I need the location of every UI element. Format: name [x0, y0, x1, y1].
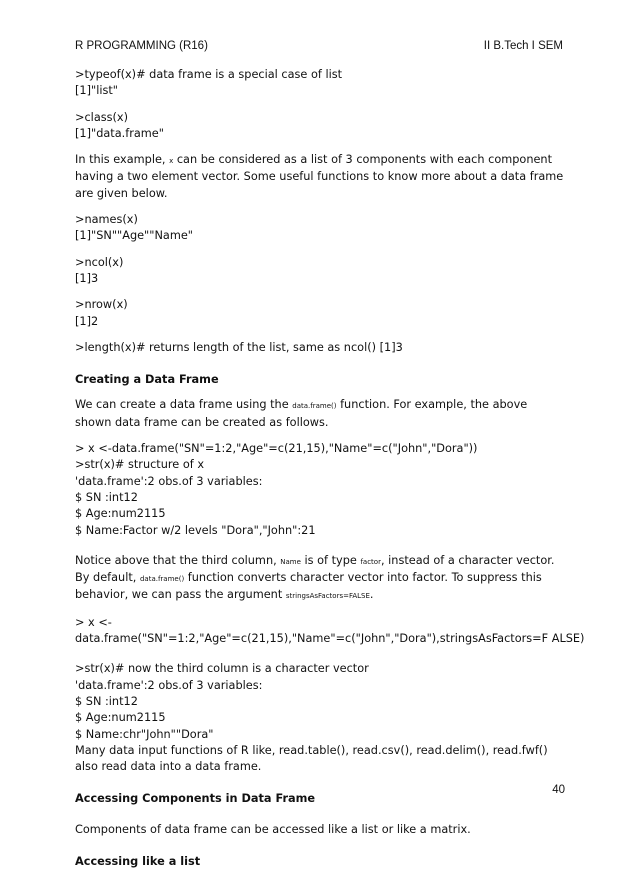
- paragraph-access: Components of data frame can be accessed like a list or like a matrix.: [75, 822, 471, 836]
- text-run: can be considered as a list of 3 components with each component having a two element vector. Some useful functions to know more about a data frame are given below.: [75, 153, 564, 200]
- code-line: $ Name:Factor w/2 levels "Dora","John":21: [75, 523, 316, 537]
- code-line: > x <-data.frame("SN"=1:2,"Age"=c(21,15),"Name"=c("John","Dora")): [75, 442, 478, 456]
- inline-code-factor: factor: [360, 557, 381, 566]
- inline-code-data-frame: data.frame(): [292, 402, 337, 411]
- code-line: $ SN :int12: [75, 694, 138, 708]
- text-run: is of type: [300, 553, 361, 567]
- code-output: [1]"data.frame": [75, 126, 164, 140]
- code-line: >str(x)# structure of x: [75, 458, 205, 472]
- text-run: In this example,: [75, 153, 170, 167]
- inline-code-x: x: [169, 157, 174, 166]
- code-output: [1]"SN""Age""Name": [75, 229, 193, 243]
- text-run: , instead of a character vector. By default,: [75, 553, 555, 585]
- code-block-create: [75, 441, 565, 539]
- header-course-title: R PROGRAMMING (R16): [75, 40, 208, 52]
- text-run: Notice above that the third column,: [75, 553, 281, 567]
- paragraph-create: [75, 397, 565, 431]
- code-output: [1]"list": [75, 84, 118, 98]
- code-line: $ Age:num2115: [75, 507, 166, 521]
- code-nrow: [75, 297, 565, 330]
- code-block-str: [75, 661, 565, 742]
- page-number: 40: [552, 784, 565, 796]
- code-ncol: [75, 255, 565, 288]
- code-output: [1]2: [75, 314, 99, 328]
- code-line: 'data.frame':2 obs.of 3 variables:: [75, 474, 263, 488]
- page-body: [75, 67, 585, 879]
- code-line: $ SN :int12: [75, 490, 138, 504]
- code-line: 'data.frame':2 obs.of 3 variables:: [75, 678, 263, 692]
- text-run: function. For example, the above shown data frame can be created as follows.: [75, 398, 528, 429]
- heading-accessing-like-list: Accessing like a list: [75, 854, 201, 868]
- code-names: [75, 212, 565, 245]
- code-line: $ Name:chr"John""Dora": [75, 727, 214, 741]
- code-class: [75, 110, 565, 143]
- paragraph-data-input: Many data input functions of R like, read.table(), read.csv(), read.delim(), read.fwf() also read data into a data frame.: [75, 743, 548, 774]
- inline-code-strings-as-factors: stringsAsFactors=FALSE: [285, 592, 370, 601]
- code-line: >length(x)# returns length of the list, same as ncol() [1]3: [75, 340, 403, 354]
- code-line: >class(x): [75, 110, 129, 124]
- code-line: >names(x): [75, 213, 138, 227]
- inline-code-name: Name: [280, 557, 301, 566]
- paragraph-notice: [75, 553, 565, 605]
- text-run: .: [369, 588, 374, 602]
- text-run: We can create a data frame using the: [75, 398, 293, 412]
- code-line: >nrow(x): [75, 298, 128, 312]
- inline-code-data-frame: data.frame(): [139, 575, 185, 584]
- text-run: function converts character vector into factor. To suppress this behavior, we can pass the argument: [75, 571, 542, 602]
- code-line: >str(x)# now the third column is a character vector: [75, 662, 369, 676]
- code-line: $ Age:num2115: [75, 711, 166, 725]
- header-semester: II B.Tech I SEM: [483, 40, 563, 52]
- code-block-strings: [75, 615, 585, 648]
- paragraph-example: [75, 152, 565, 202]
- code-output: [1]3: [75, 271, 99, 285]
- code-typeof: [75, 67, 565, 100]
- heading-creating-data-frame: Creating a Data Frame: [75, 373, 219, 387]
- code-line: data.frame("SN"=1:2,"Age"=c(21,15),"Name"=c("John","Dora"),stringsAsFactors=F ALSE): [75, 632, 585, 646]
- code-line: >typeof(x)# data frame is a special case of list: [75, 68, 343, 81]
- code-line: >ncol(x): [75, 255, 124, 269]
- code-line: > x <-: [75, 615, 112, 629]
- heading-accessing-components: Accessing Components in Data Frame: [75, 792, 316, 806]
- code-length: [75, 340, 565, 356]
